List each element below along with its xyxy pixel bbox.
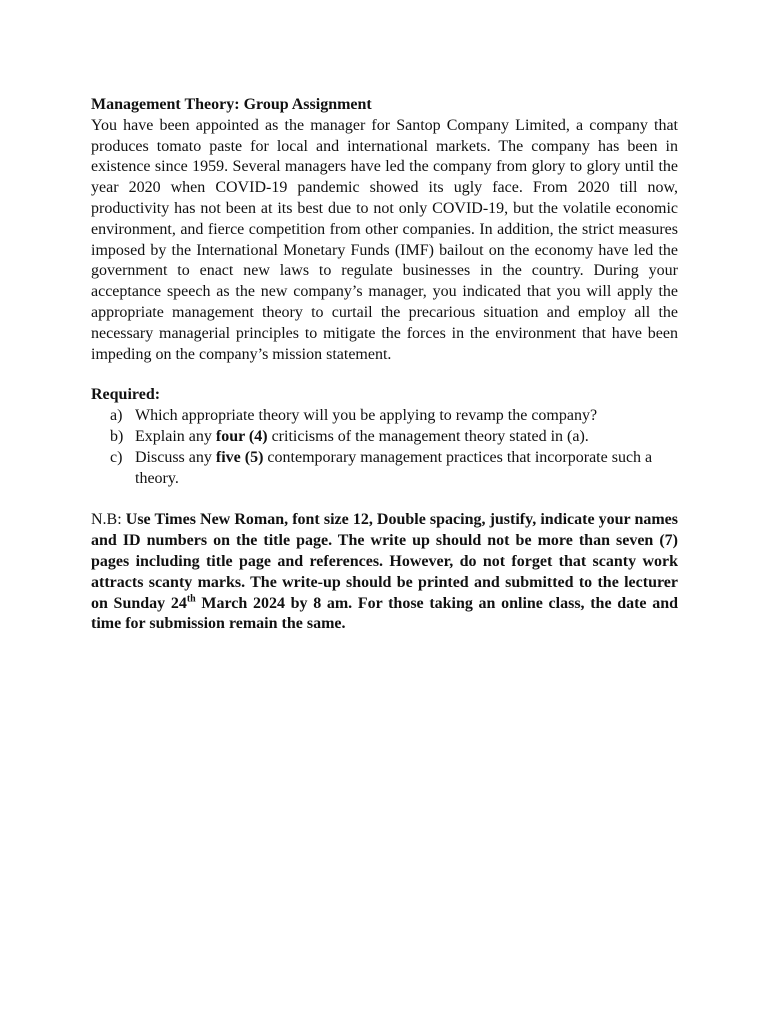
nb-text-end: March 2024 by 8 am. For those taking an online class, the date and time for submission remain the same. bbox=[91, 594, 678, 633]
assignment-document bbox=[91, 95, 678, 635]
scenario-paragraph: You have been appointed as the manager for Santop Company Limited, a company that produces tomato paste for local and international markets. The company has been in existence since 1959. Several managers have led the company from glory to glory until the year 2020 when COVID-19 pandemic showed its ugly face. From 2020 till now, productivity has not been at its best due to not only COVID-19, but the volatile economic environment, and fierce competition from other companies. In addition, the strict measures imposed by the International Monetary Funds (IMF) bailout on the economy have led the government to enact new laws to regulate businesses in the country. During your acceptance speech as the new company’s manager, you indicated that you will apply the appropriate management theory to curtail the precarious situation and employ all the necessary managerial principles to mitigate the forces in the environment that have been impeding on the company’s mission statement. bbox=[91, 116, 678, 363]
required-heading: Required: bbox=[91, 386, 161, 404]
item-emphasis: five (5) bbox=[215, 448, 264, 466]
list-marker: a) bbox=[110, 407, 123, 425]
required-item-text bbox=[135, 448, 678, 490]
nb-text-main: Use Times New Roman, font size 12, Double spacing, justify, indicate your names and ID numbers on the title page. The write up should not be more than seven (7) pages including title page and references. However, do not forget that scanty work attracts scanty marks. The write-up should be printed and submitted to the lecturer on Sunday 24 bbox=[91, 511, 679, 612]
item-text-lead: Discuss any bbox=[135, 448, 216, 466]
required-list bbox=[91, 406, 678, 489]
item-text-tail: contemporary management practices that incorporate such a theory. bbox=[135, 448, 653, 487]
nb-label: N.B: bbox=[91, 511, 126, 529]
item-text-lead: Explain any bbox=[135, 427, 216, 445]
nb-text bbox=[91, 511, 678, 632]
required-item-text: Which appropriate theory will you be applying to revamp the company? bbox=[135, 407, 598, 425]
required-item-c bbox=[91, 448, 678, 490]
required-item-b bbox=[91, 427, 678, 448]
list-marker: b) bbox=[110, 427, 124, 445]
item-text-tail: criticisms of the management theory stated in (a). bbox=[267, 427, 589, 445]
nb-note bbox=[91, 510, 678, 635]
item-emphasis: four (4) bbox=[215, 427, 268, 445]
required-item-a bbox=[91, 406, 678, 427]
document-title: Management Theory: Group Assignment bbox=[91, 96, 372, 113]
list-marker: c) bbox=[110, 448, 123, 466]
required-item-text bbox=[135, 427, 678, 448]
date-ordinal-suffix: th bbox=[186, 593, 196, 605]
